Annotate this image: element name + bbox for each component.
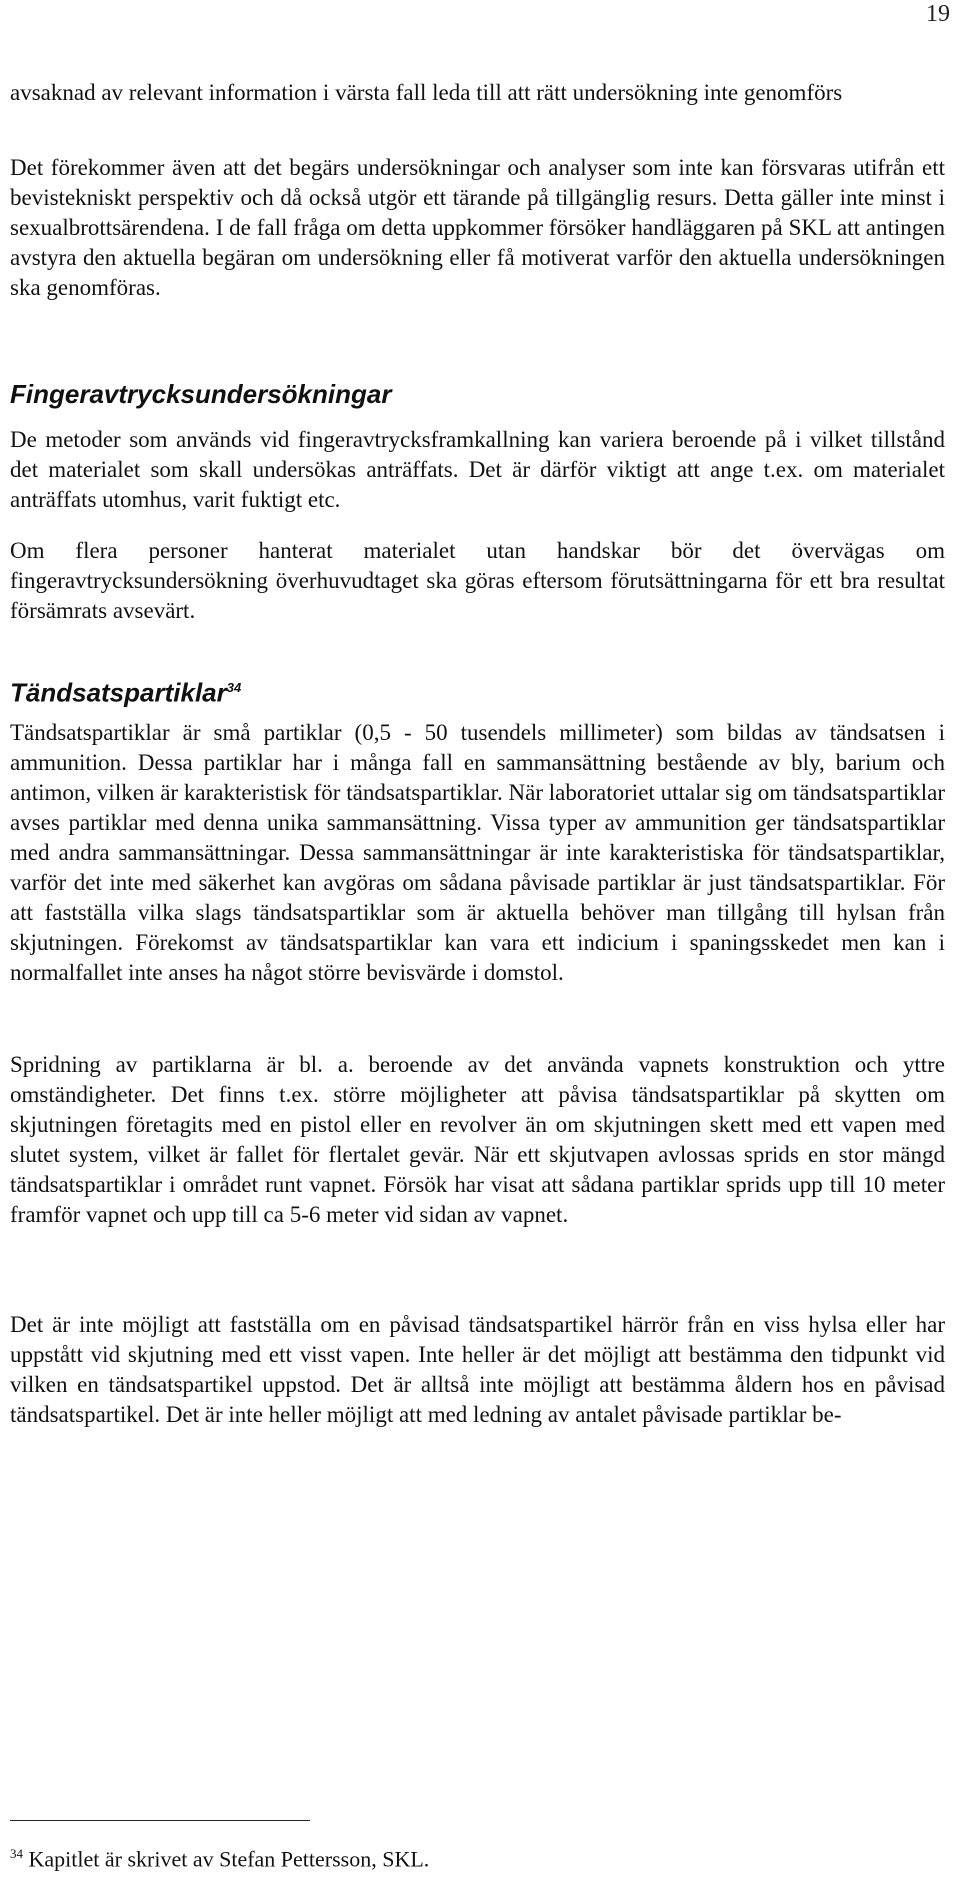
paragraph-fingerprint-methods (10, 425, 945, 515)
paragraph-gsr-definition (10, 718, 945, 988)
paragraph-text: Spridning av partiklarna är bl. a. beroende av det använda vapnets konstruktion och yttre omständigheter. Det finns t.ex. större möjligheter att påvisa tändsatspartiklar på skytten om skjutningen företagits med en pistol eller en revolver än om skjutningen skett med ett vapen med slutet system, vilket är fallet för flertalet gevär. När ett skjutvapen avlossas sprids en stor mängd tändsatspartiklar i området runt vapnet. Försök har visat att sådana partiklar sprids upp till 10 meter framför vapnet och upp till ca 5-6 meter vid sidan av vapnet. (10, 1052, 945, 1227)
paragraph-gsr-spread (10, 1050, 945, 1230)
paragraph-gsr-limitations (10, 1310, 945, 1430)
paragraph-text: Tändsatspartiklar är små partiklar (0,5 - 50 tusendels millimeter) som bildas av tändsatsen i ammunition. Dessa partiklar har i många fall en sammansättning bestående av bly, barium och antimon, vilken är karakteristisk för tändsatspartiklar. När laboratoriet uttalar sig om tändsatspartiklar avses partiklar med denna unika sammansättning. Vissa typer av ammunition ger tändsatspartiklar med andra sammansättningar. Dessa sammansättningar är inte karakteristiska för tändsatspartiklar, varför det inte med säkerhet kan avgöras om sådana påvisade partiklar är just tändsatspartiklar. För att fastställa vilka slags tändsatspartiklar som är aktuella behöver man tillgång till hylsan från skjutningen. Förekomst av tändsatspartiklar kan vara ett indicium i spaningsskedet men kan i normalfallet inte anses ha något större bevisvärde i domstol. (10, 720, 945, 985)
footnote (10, 1840, 429, 1873)
section-heading-fingerprints: Fingeravtrycksundersökningar (10, 379, 392, 409)
footnote-reference: 34 (226, 680, 242, 695)
footnote-text: Kapitlet är skrivet av Stefan Pettersson, SKL. (28, 1846, 430, 1872)
footnote-number: 34 (10, 1846, 23, 1861)
section-heading-gsr (10, 672, 241, 709)
paragraph-text: Det är inte möjligt att fastställa om en påvisad tändsatspartikel härrör från en viss hylsa eller har uppstått vid skjutning med ett visst vapen. Inte heller är det möjligt att bestämma den tidpunkt vid vilken en tändsatspartikel uppstod. Det är alltså inte möjligt att bestämma åldern hos en påvisad tändsatspartikel. Det är inte heller möjligt att med ledning av antalet påvisade partiklar be- (10, 1312, 945, 1427)
paragraph-unnecessary-requests (10, 153, 945, 303)
paragraph-fingerprint-gloves (10, 536, 945, 626)
paragraph-text: Om flera personer hanterat materialet utan handskar bör det övervägas om fingeravtrycksundersökning överhuvudtaget ska göras eftersom förutsättningarna för ett bra resultat försämrats avsevärt. (10, 538, 945, 623)
section-heading-text: Tändsatspartiklar (10, 677, 227, 708)
paragraph-text: De metoder som används vid fingeravtrycksframkallning kan variera beroende på i vilket tillstånd det materialet som skall undersökas anträffats. Det är därför viktigt att ange t.ex. om materialet anträffats utomhus, varit fuktigt etc. (10, 427, 945, 512)
page-number: 19 (926, 1, 950, 27)
paragraph-text: avsaknad av relevant information i värsta fall leda till att rätt undersökning inte genomförs (10, 80, 843, 105)
paragraph-text: Det förekommer även att det begärs undersökningar och analyser som inte kan försvaras utifrån ett bevistekniskt perspektiv och då också utgör ett tärande på tillgänglig resurs. Detta gäller inte minst i sexualbrottsärendena. I de fall fråga om detta uppkommer försöker handläggaren på SKL att antingen avstyra den aktuella begäran om undersökning eller få motiverat varför den aktuella undersökningen ska genomföras. (10, 155, 945, 300)
paragraph-intro-continuation (10, 78, 945, 108)
footnote-divider (10, 1820, 310, 1821)
